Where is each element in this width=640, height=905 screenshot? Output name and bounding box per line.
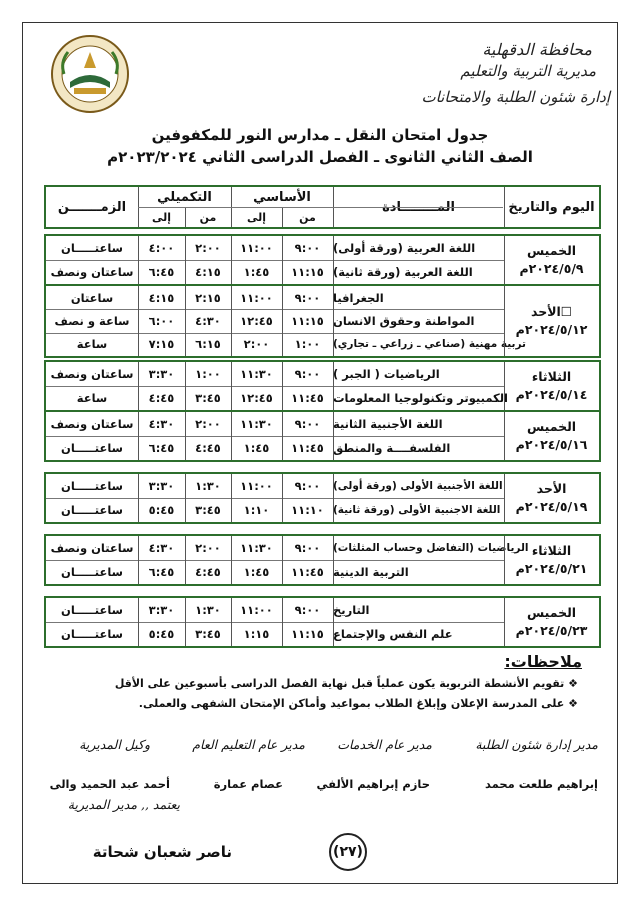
header-supplementary: التكميلي bbox=[157, 189, 212, 205]
column-divider bbox=[504, 412, 505, 460]
signature-name: عصام عمارة bbox=[213, 777, 283, 791]
row-divider bbox=[46, 309, 504, 310]
supp-to-cell: ٤:٤٥ bbox=[148, 391, 175, 405]
exam-date: ٢٠٢٤/٥/٢١م bbox=[515, 561, 588, 576]
director-name: ناصر شعبان شحاتة bbox=[92, 843, 232, 861]
supp-from-cell: ٤:٤٥ bbox=[195, 441, 221, 455]
day-group bbox=[44, 596, 601, 648]
column-divider bbox=[138, 412, 139, 460]
column-divider bbox=[333, 362, 334, 410]
day-group bbox=[44, 284, 601, 358]
supp-to-cell: ٤:٠٠ bbox=[148, 241, 175, 255]
signature-title-services: مدير عام الخدمات bbox=[337, 737, 432, 752]
duration-cell: ساعتـــــان bbox=[61, 503, 123, 517]
supp-to-cell: ٤:١٥ bbox=[148, 290, 175, 305]
column-divider bbox=[333, 474, 334, 522]
basic-to-cell: ١٢:٤٥ bbox=[240, 313, 273, 328]
day-group bbox=[44, 534, 601, 586]
row-divider bbox=[46, 260, 504, 261]
basic-from-cell: ١١:٤٥ bbox=[291, 565, 324, 579]
subject-cell: اللغة العربية (ورقة ثانية) bbox=[333, 265, 473, 279]
column-divider bbox=[333, 598, 334, 646]
page-number: (٢٧) bbox=[329, 833, 367, 871]
supp-from-cell: ١:٣٠ bbox=[195, 603, 221, 617]
column-divider bbox=[185, 286, 186, 356]
column-divider bbox=[504, 474, 505, 522]
subject-cell: الفلسفــــة والمنطق bbox=[333, 441, 451, 455]
duration-cell: ساعتان ونصف bbox=[50, 265, 134, 279]
exam-date: ٢٠٢٤/٥/١٤م bbox=[515, 387, 588, 402]
supp-from-cell: ٤:٤٥ bbox=[195, 565, 221, 579]
duration-cell: ساعتان ونصف bbox=[50, 417, 134, 431]
basic-to-cell: ١١:٠٠ bbox=[240, 241, 273, 255]
page-title: جدول امتحان النقل ـ مدارس النور للمكفوفين bbox=[151, 126, 489, 144]
basic-from-cell: ١١:١٥ bbox=[291, 627, 324, 641]
basic-to-cell: ١١:٣٠ bbox=[240, 417, 273, 431]
day-name: الثلاثاء bbox=[531, 543, 572, 558]
row-divider bbox=[46, 386, 504, 387]
column-divider bbox=[333, 536, 334, 584]
divider bbox=[282, 207, 283, 227]
duration-cell: ساعتان bbox=[70, 290, 114, 305]
header-basic-to: إلى bbox=[246, 210, 267, 224]
signature-name: أحمد عبد الحميد والى bbox=[49, 777, 170, 791]
column-divider bbox=[504, 236, 505, 284]
supp-from-cell: ١:٣٠ bbox=[195, 479, 221, 493]
column-divider bbox=[231, 236, 232, 284]
basic-to-cell: ١١:٣٠ bbox=[240, 541, 273, 555]
supp-from-cell: ٢:٠٠ bbox=[195, 417, 221, 431]
column-divider bbox=[231, 362, 232, 410]
basic-from-cell: ٩:٠٠ bbox=[294, 541, 321, 555]
signature-title-deputy: وكيل المديرية bbox=[79, 737, 150, 752]
note-item: ❖ تقويم الأنشطة التربوية يكون عملياً قبل نهاية الفصل الدراسى بأسبوعين على الأقل bbox=[114, 677, 578, 690]
supp-to-cell: ٣:٣٠ bbox=[148, 603, 175, 617]
column-divider bbox=[282, 412, 283, 460]
day-name: الخميس bbox=[526, 243, 577, 258]
duration-cell: ساعتـــــان bbox=[61, 565, 123, 579]
signature-name: إبراهيم طلعت محمد bbox=[484, 777, 598, 791]
exam-date: ٢٠٢٤/٥/٢٣م bbox=[515, 623, 588, 638]
approval-label: يعتمد ,, مدير المديرية bbox=[67, 797, 180, 812]
header-supp-to: إلى bbox=[151, 210, 172, 224]
supp-from-cell: ٤:٣٠ bbox=[195, 313, 221, 328]
basic-to-cell: ١:٤٥ bbox=[243, 265, 270, 279]
supp-from-cell: ٣:٤٥ bbox=[195, 503, 221, 517]
divider bbox=[138, 207, 503, 208]
duration-cell: ساعة bbox=[76, 337, 108, 352]
row-divider bbox=[46, 622, 504, 623]
day-name: الأحد bbox=[536, 481, 567, 496]
supp-to-cell: ٤:٣٠ bbox=[148, 541, 175, 555]
basic-from-cell: ١١:٤٥ bbox=[291, 441, 324, 455]
note-item: ❖ على المدرسة الإعلان وإبلاغ الطلاب بمواعيد وأماكن الإمتحان الشفهى والعملى. bbox=[138, 697, 578, 710]
row-divider bbox=[46, 436, 504, 437]
row-divider bbox=[46, 498, 504, 499]
supp-to-cell: ٦:٤٥ bbox=[148, 441, 175, 455]
day-date-cell bbox=[504, 236, 599, 284]
column-divider bbox=[138, 362, 139, 410]
column-divider bbox=[504, 598, 505, 646]
column-divider bbox=[185, 362, 186, 410]
day-group bbox=[44, 234, 601, 286]
divider bbox=[504, 187, 505, 227]
column-divider bbox=[282, 474, 283, 522]
basic-from-cell: ٩:٠٠ bbox=[294, 479, 321, 493]
basic-from-cell: ١١:٤٥ bbox=[291, 391, 324, 405]
subject-cell: المواطنة وحقوق الانسان bbox=[333, 313, 475, 328]
governorate-seal-logo bbox=[50, 34, 130, 114]
supp-from-cell: ٢:٠٠ bbox=[195, 241, 221, 255]
subject-cell: اللغة الأجنبية الثانية bbox=[333, 417, 443, 431]
day-date-cell bbox=[504, 412, 599, 460]
supp-to-cell: ٥:٤٥ bbox=[148, 627, 175, 641]
supp-from-cell: ١:٠٠ bbox=[195, 367, 221, 381]
basic-to-cell: ١١:٠٠ bbox=[240, 290, 273, 305]
basic-from-cell: ٩:٠٠ bbox=[294, 290, 321, 305]
subject-cell: الكمبيوتر وتكنولوجيا المعلومات bbox=[333, 391, 508, 405]
column-divider bbox=[185, 236, 186, 284]
duration-cell: ساعتـــــان bbox=[61, 241, 123, 255]
supp-from-cell: ٣:٤٥ bbox=[195, 627, 221, 641]
column-divider bbox=[504, 286, 505, 356]
supp-to-cell: ٣:٣٠ bbox=[148, 367, 175, 381]
subject-cell: اللغة العربية (ورقة أولى) bbox=[333, 241, 476, 255]
column-divider bbox=[138, 286, 139, 356]
supp-to-cell: ٦:٤٥ bbox=[148, 565, 175, 579]
basic-from-cell: ١:٠٠ bbox=[294, 337, 321, 352]
exam-schedule-table bbox=[44, 185, 601, 646]
supp-from-cell: ٢:٠٠ bbox=[195, 541, 221, 555]
day-name: الخميس bbox=[526, 419, 577, 434]
supp-to-cell: ٦:٠٠ bbox=[148, 313, 175, 328]
basic-to-cell: ١٢:٤٥ bbox=[240, 391, 273, 405]
column-divider bbox=[231, 536, 232, 584]
column-divider bbox=[138, 236, 139, 284]
column-divider bbox=[231, 474, 232, 522]
header-duration: الزمـــــــن bbox=[57, 199, 127, 215]
subject-cell: الرياضيات ( الجبر ) bbox=[333, 367, 440, 381]
column-divider bbox=[282, 536, 283, 584]
column-divider bbox=[333, 412, 334, 460]
notes-heading: ملاحظات: bbox=[504, 652, 582, 671]
column-divider bbox=[282, 236, 283, 284]
subject-cell: الرياضيات (التفاضل وحساب المثلثات) bbox=[333, 542, 529, 554]
basic-to-cell: ١:٤٥ bbox=[243, 441, 270, 455]
day-name: الثلاثاء bbox=[531, 369, 572, 384]
basic-from-cell: ٩:٠٠ bbox=[294, 241, 321, 255]
basic-to-cell: ١:٤٥ bbox=[243, 565, 270, 579]
day-date-cell bbox=[504, 362, 599, 410]
day-date-cell bbox=[504, 598, 599, 646]
basic-from-cell: ٩:٠٠ bbox=[294, 603, 321, 617]
row-divider bbox=[46, 333, 504, 334]
basic-to-cell: ١١:٣٠ bbox=[240, 367, 273, 381]
handwritten-directorate: مديرية التربية والتعليم bbox=[460, 62, 596, 80]
column-divider bbox=[138, 474, 139, 522]
supp-to-cell: ٣:٣٠ bbox=[148, 479, 175, 493]
exam-date: ٢٠٢٤/٥/١٩م bbox=[515, 499, 588, 514]
column-divider bbox=[504, 362, 505, 410]
header-day-date: اليوم والتاريخ bbox=[508, 199, 595, 215]
exam-date: ٢٠٢٤/٥/١٢م bbox=[515, 322, 588, 337]
subject-cell: الجغرافيا bbox=[333, 290, 384, 305]
day-group bbox=[44, 410, 601, 462]
basic-from-cell: ٩:٠٠ bbox=[294, 417, 321, 431]
duration-cell: ساعتان ونصف bbox=[50, 367, 134, 381]
header-subject: المــــــــادة bbox=[382, 199, 455, 215]
basic-to-cell: ١:١٠ bbox=[243, 503, 270, 517]
column-divider bbox=[231, 598, 232, 646]
basic-from-cell: ١١:١٥ bbox=[291, 265, 324, 279]
column-divider bbox=[504, 536, 505, 584]
subject-cell: التربية الدينية bbox=[333, 565, 409, 579]
basic-to-cell: ٢:٠٠ bbox=[243, 337, 270, 352]
duration-cell: ساعتـــــان bbox=[61, 603, 123, 617]
column-divider bbox=[333, 236, 334, 284]
duration-cell: ساعة bbox=[76, 391, 108, 405]
exam-date: ٢٠٢٤/٥/١٦م bbox=[515, 437, 588, 452]
column-divider bbox=[185, 474, 186, 522]
supp-from-cell: ٤:١٥ bbox=[195, 265, 221, 279]
basic-to-cell: ١١:٠٠ bbox=[240, 479, 273, 493]
duration-cell: ساعتـــــان bbox=[61, 627, 123, 641]
handwritten-governorate: محافظة الدقهلية bbox=[482, 40, 592, 59]
page-subtitle: الصف الثاني الثانوى ـ الفصل الدراسى الثاني ٢٠٢٣/٢٠٢٤م bbox=[107, 148, 533, 166]
handwritten-department: إدارة شئون الطلبة والامتحانات bbox=[421, 88, 610, 106]
day-group bbox=[44, 360, 601, 412]
basic-from-cell: ١١:١٠ bbox=[291, 503, 324, 517]
day-name: ☐الأحد bbox=[530, 304, 573, 319]
subject-cell: علم النفس والإجتماع bbox=[333, 627, 453, 641]
basic-to-cell: ١:١٥ bbox=[243, 627, 270, 641]
day-group bbox=[44, 472, 601, 524]
column-divider bbox=[231, 286, 232, 356]
subject-cell: تربية مهنية (صناعي ـ زراعي ـ تجاري) bbox=[333, 338, 526, 351]
day-date-cell bbox=[504, 474, 599, 522]
duration-cell: ساعتان ونصف bbox=[50, 541, 134, 555]
supp-from-cell: ٢:١٥ bbox=[195, 290, 221, 305]
row-divider bbox=[46, 560, 504, 561]
header-supp-from: من bbox=[199, 210, 217, 224]
column-divider bbox=[333, 286, 334, 356]
exam-date: ٢٠٢٤/٥/٩م bbox=[519, 261, 584, 276]
header-basic-from: من bbox=[299, 210, 316, 224]
header-basic: الأساسي bbox=[253, 189, 311, 205]
table-header bbox=[44, 185, 601, 229]
column-divider bbox=[231, 412, 232, 460]
column-divider bbox=[138, 536, 139, 584]
basic-to-cell: ١١:٠٠ bbox=[240, 603, 273, 617]
duration-cell: ساعتـــــان bbox=[61, 441, 123, 455]
column-divider bbox=[282, 362, 283, 410]
column-divider bbox=[282, 598, 283, 646]
duration-cell: ساعتـــــان bbox=[61, 479, 123, 493]
column-divider bbox=[185, 536, 186, 584]
basic-from-cell: ٩:٠٠ bbox=[294, 367, 321, 381]
signature-name: حازم إبراهيم الألفي bbox=[316, 777, 430, 791]
signature-title-general-education: مدير عام التعليم العام bbox=[192, 737, 305, 752]
column-divider bbox=[185, 412, 186, 460]
column-divider bbox=[138, 598, 139, 646]
subject-cell: اللغة الأجنبية الأولى (ورقة أولى) bbox=[333, 480, 503, 492]
supp-to-cell: ٥:٤٥ bbox=[148, 503, 175, 517]
column-divider bbox=[282, 286, 283, 356]
column-divider bbox=[185, 598, 186, 646]
supp-from-cell: ٦:١٥ bbox=[195, 337, 221, 352]
divider bbox=[185, 207, 186, 227]
signature-title-students-affairs: مدير إدارة شئون الطلبة bbox=[475, 737, 598, 752]
day-name: الخميس bbox=[526, 605, 577, 620]
supp-to-cell: ٧:١٥ bbox=[148, 337, 175, 352]
supp-from-cell: ٣:٤٥ bbox=[195, 391, 221, 405]
subject-cell: اللغة الاجنبية الأولى (ورقة ثانية) bbox=[333, 504, 501, 516]
basic-from-cell: ١١:١٥ bbox=[291, 313, 324, 328]
duration-cell: ساعة و نصف bbox=[54, 313, 130, 328]
supp-to-cell: ٦:٤٥ bbox=[148, 265, 175, 279]
subject-cell: التاريخ bbox=[333, 603, 370, 617]
supp-to-cell: ٤:٣٠ bbox=[148, 417, 175, 431]
